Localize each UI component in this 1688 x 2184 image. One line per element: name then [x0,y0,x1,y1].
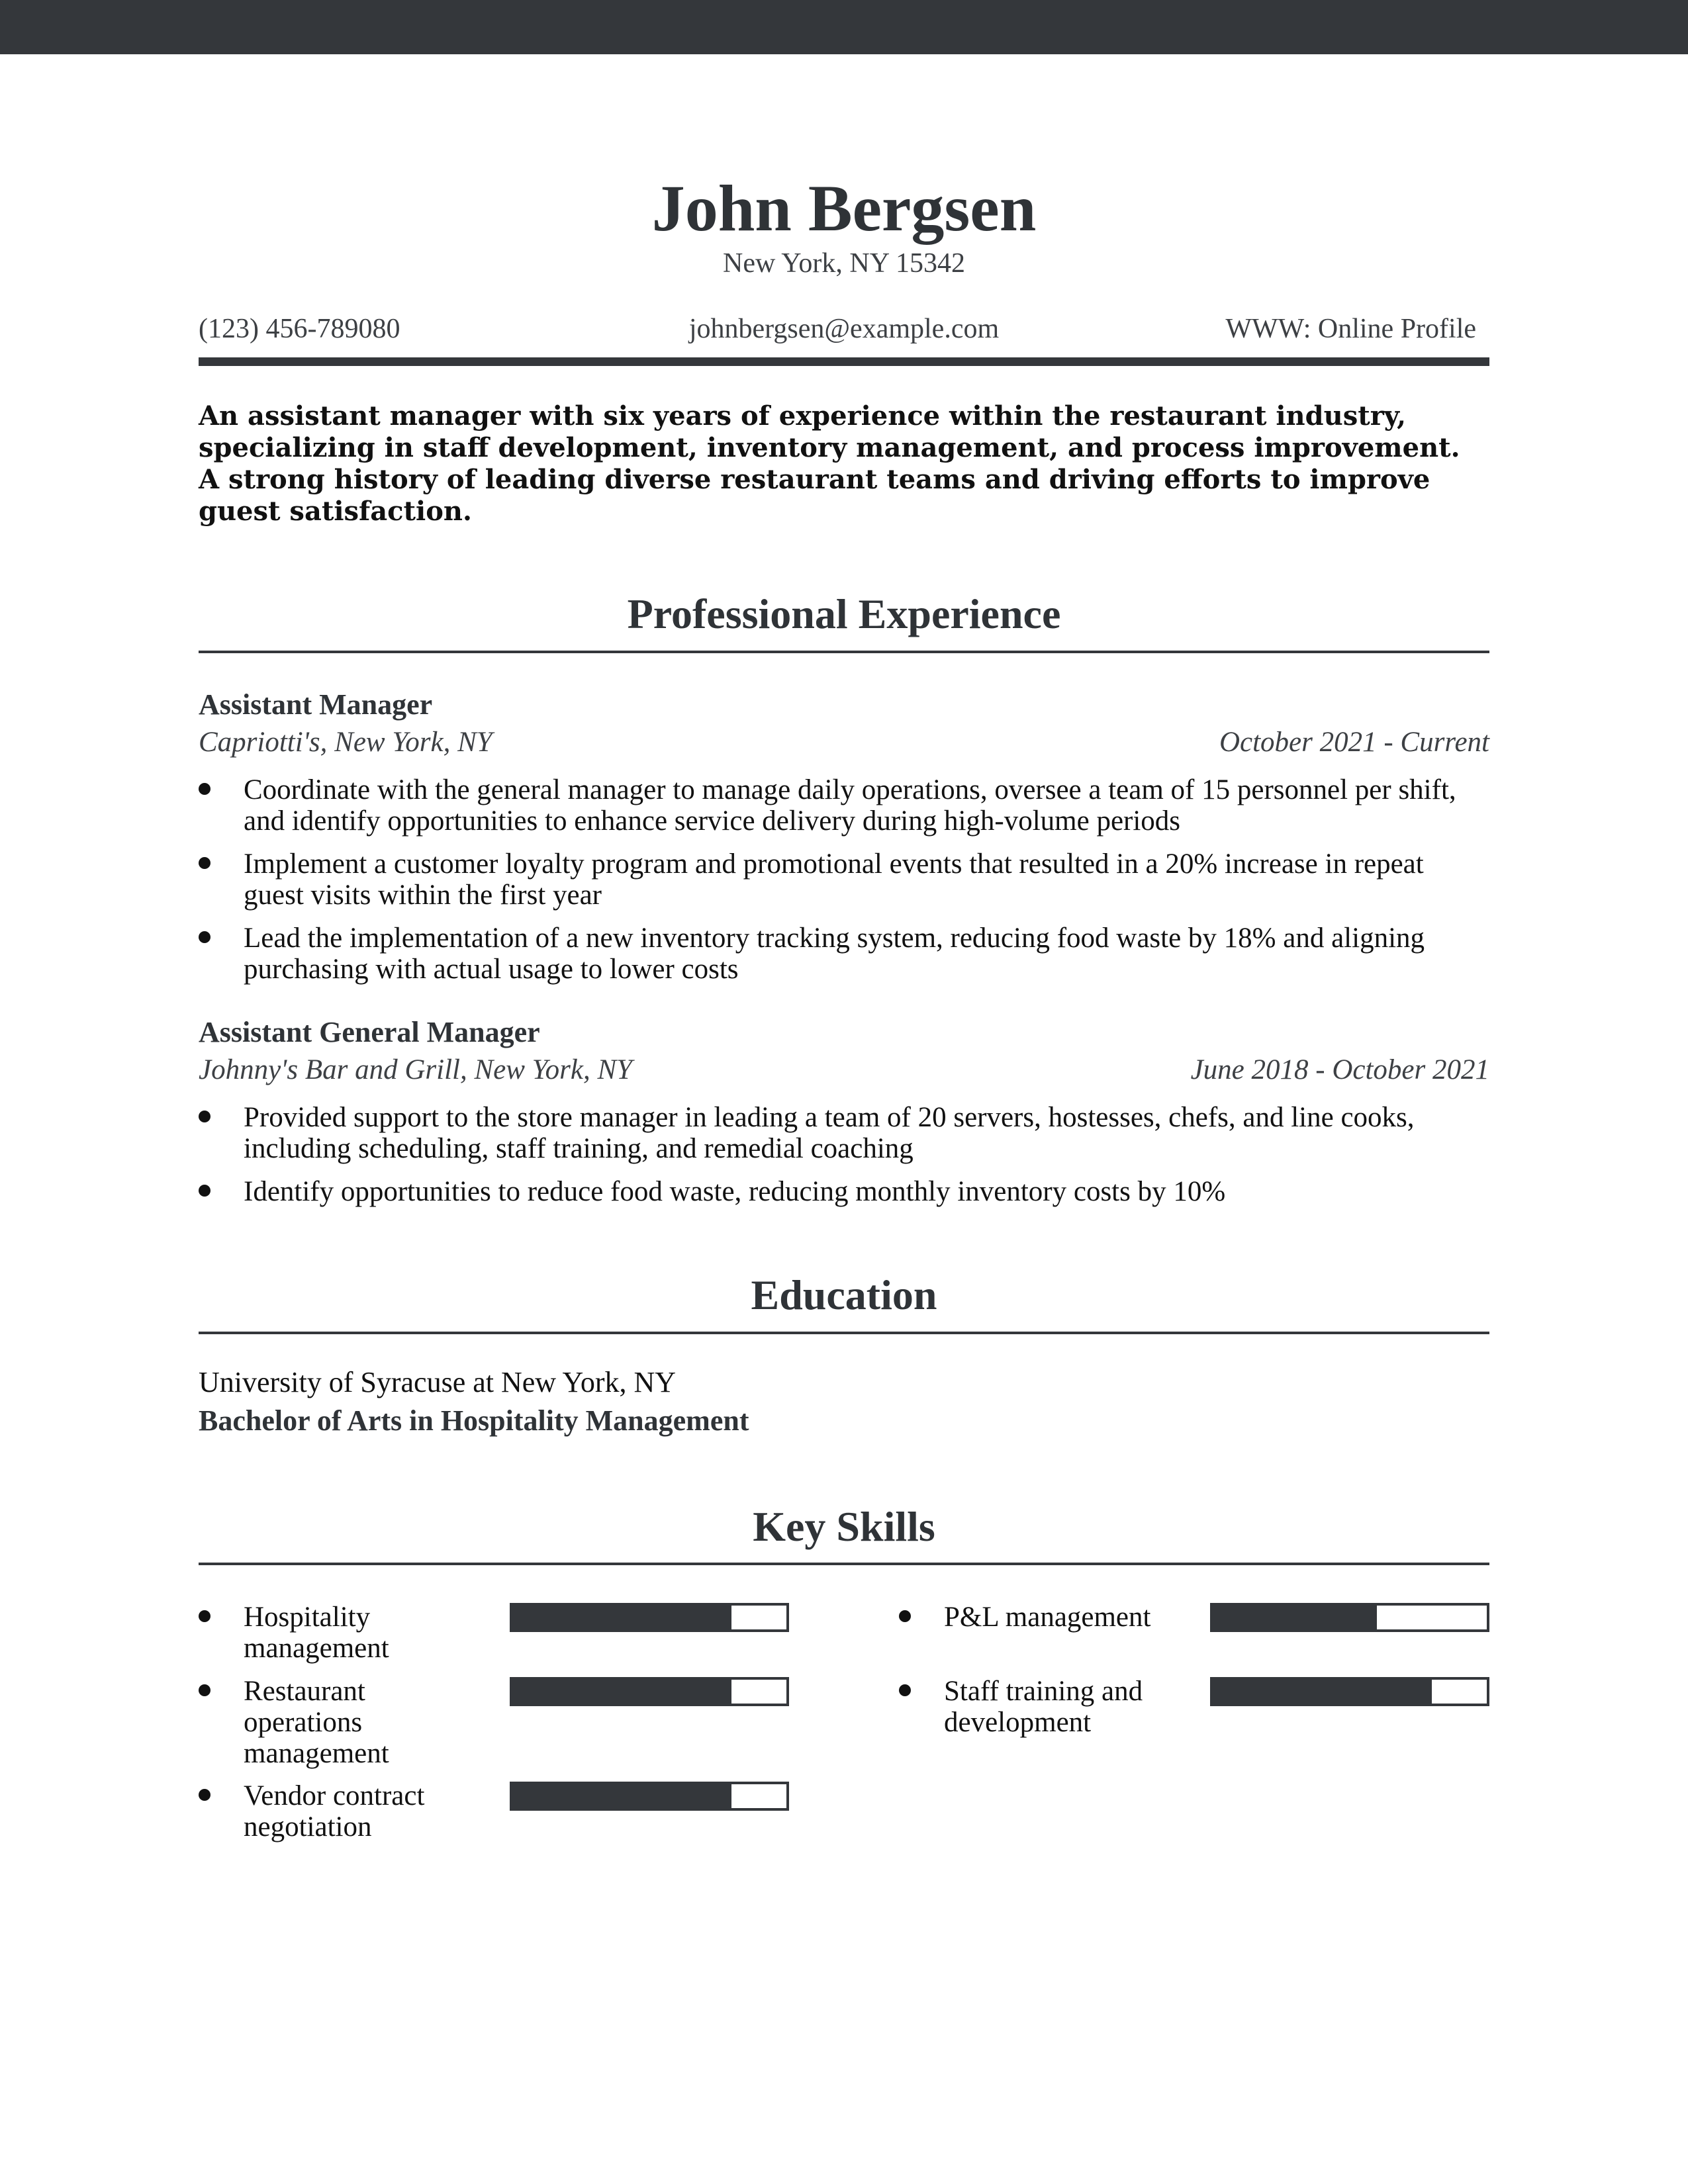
skill-level-fill [1213,1680,1432,1704]
bullet-icon [199,1789,211,1801]
skill-name: Vendor contract negotiation [244,1780,425,1843]
bullet-icon [899,1684,911,1696]
skill-level-fill [1213,1606,1377,1629]
section-divider-education [199,1332,1489,1334]
list-item [199,848,1489,911]
top-band [0,0,1688,54]
bullet-icon [899,1610,911,1622]
bullet-icon [199,1684,211,1696]
candidate-address: New York, NY 15342 [723,248,965,279]
contact-row [199,311,1489,347]
job-dates: October 2021 - Current [1219,727,1489,758]
skill-level-fill [512,1784,731,1808]
section-title-experience: Professional Experience [627,590,1061,637]
bullet-icon [199,857,211,869]
bullet-icon [199,1111,211,1122]
section-title-skills: Key Skills [753,1503,935,1550]
skill-name: Restaurant operations management [244,1676,389,1769]
candidate-name: John Bergsen [651,171,1037,245]
bullet-icon [199,1185,211,1197]
job-bullets [199,774,1489,997]
skill-level-bar [510,1603,789,1632]
skill-name: Staff training and development [944,1676,1143,1738]
bullet-text: Coordinate with the general manager to manage daily operations, oversee a team of 15 personnel per shift, and identify opportunities to enhance service delivery during high-volume periods [244,774,1456,837]
email-address[interactable]: johnbergsen@example.com [688,314,1000,344]
section-title-education: Education [751,1271,937,1318]
education-school: University of Syracuse at New York, NY [199,1366,677,1398]
bullet-text: Implement a customer loyalty program and promotional events that resulted in a 20% increase in repeat guest visits within the first year [244,848,1424,911]
skill-level-bar [510,1677,789,1706]
skill-level-bar [510,1782,789,1811]
list-item [199,774,1489,837]
bullet-icon [199,931,211,943]
section-divider-experience [199,651,1489,653]
job-meta [199,1052,1489,1088]
skill-level-bar [1210,1603,1489,1632]
job-company: Johnny's Bar and Grill, New York, NY [199,1054,633,1085]
skill-level-bar [1210,1677,1489,1706]
profile-summary: An assistant manager with six years of experience within the restaurant industry, specializing in staff development, inventory management, and process improvement. A strong history of leading diverse restaurant teams and driving efforts to improve guest satisfaction. [199,400,1460,527]
list-item [199,923,1489,985]
phone-number: (123) 456-789080 [199,314,400,344]
job-company: Capriotti's, New York, NY [199,727,492,758]
job-title: Assistant General Manager [199,1016,540,1048]
job-meta [199,725,1489,760]
section-divider-skills [199,1563,1489,1565]
list-item [199,1102,1489,1164]
skill-level-fill [512,1606,731,1629]
job-title: Assistant Manager [199,688,433,721]
job-bullets [199,1102,1489,1219]
bullet-text: Provided support to the store manager in leading a team of 20 servers, hostesses, chefs, and line cooks, including scheduling, staff training, and remedial coaching [244,1102,1415,1164]
online-profile-link[interactable]: WWW: Online Profile [1225,314,1476,344]
education-degree: Bachelor of Arts in Hospitality Management [199,1404,749,1437]
header-divider [199,357,1489,366]
list-item [199,1176,1489,1207]
bullet-text: Lead the implementation of a new inventory tracking system, reducing food waste by 18% and aligning purchasing with actual usage to lower costs [244,923,1425,985]
skill-name: P&L management [944,1602,1151,1633]
job-dates: June 2018 - October 2021 [1190,1054,1489,1085]
bullet-text: Identify opportunities to reduce food waste, reducing monthly inventory costs by 10% [244,1176,1226,1207]
bullet-icon [199,783,211,795]
skill-level-fill [512,1680,731,1704]
bullet-icon [199,1610,211,1622]
skill-name: Hospitality management [244,1602,389,1664]
